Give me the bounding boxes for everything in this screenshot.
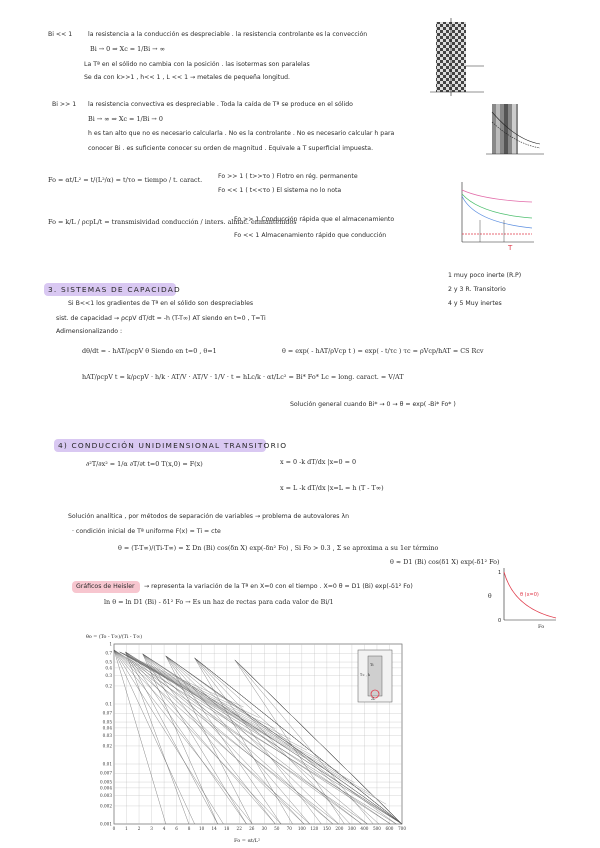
fo-physical-case2: Fo << 1 Almacenamiento rápido que conducción <box>234 232 387 239</box>
heisler-y-tick: 0.03 <box>102 732 112 738</box>
temperature-profile-figure <box>486 100 546 160</box>
mini-chart-curve-label: θ (x=0) <box>520 592 539 598</box>
fourier-formula: Fo = αt/L² = t/(L²/α) = t/τo = tiempo / t. caract. <box>48 176 203 184</box>
heisler-description: → representa la variación de la Tª en X=0 con el tiempo . X=0 θ = D1 (Bi) exp(-δ1² Fo) <box>144 583 413 590</box>
heisler-x-tick: 14 <box>211 826 217 831</box>
legend-item-1: 1 muy poco inerte (R.P) <box>448 272 522 279</box>
inset-label-tinf: T∞ , h <box>360 673 370 677</box>
bi-large-formula: Bi → ∞ ⇒ Xc = 1/Bi → 0 <box>88 115 163 123</box>
heisler-x-tick: 0 <box>112 826 116 831</box>
heisler-x-tick: 700 <box>398 826 406 831</box>
heisler-y-tick: 0.1 <box>105 701 112 707</box>
bi-large-label: Bi >> 1 <box>52 101 77 108</box>
bi-small-line2: La Tª en el sólido no cambia con la posición . las isotermas son paralelas <box>84 61 310 68</box>
heisler-x-tick: 300 <box>347 826 356 831</box>
heisler-chart-xlabel: Fo = αt/L² <box>234 838 260 844</box>
section3-line4: dθ/dt = - hAT/ρcpV θ Siendo en t=0 , θ=1 <box>82 347 217 355</box>
heisler-x-tick: 8 <box>187 826 191 831</box>
bi-small-line3: Se da con k>>1 , h<< 1 , L << 1 → metales de pequeña longitud. <box>84 74 291 81</box>
heisler-x-tick: 4 <box>162 826 166 831</box>
bi-small-line1: la resistencia a la conducción es despreciable . la resistencia controlante es la convección <box>88 31 368 38</box>
heisler-chart-title: θo = (To - T∞)/(Ti - T∞) <box>86 635 143 640</box>
heisler-chart <box>86 630 416 845</box>
section4-bc2: x = L -k dT/dx |x=L = h (T - T∞) <box>280 484 384 492</box>
heisler-ln-line: ln θ = ln D1 (Bi) - δ1² Fo → Es un haz de rectas para cada valor de Bi/1 <box>104 598 334 606</box>
heisler-x-tick: 150 <box>322 826 331 831</box>
heisler-x-tick: 120 <box>310 826 319 831</box>
section4-line1: Solución analítica , por métodos de separación de variables → problema de autovalores λn <box>68 513 350 520</box>
heisler-y-tick: 0.07 <box>102 710 112 716</box>
fo-physical-formula: Fo = k/L / ρcpL/t = transmisividad conducción / inters. almac. enmantenidos <box>48 218 297 226</box>
heisler-y-tick: 0.02 <box>102 743 112 749</box>
section4-series: θ = (T-T∞)/(Ti-T∞) = Σ Dn (Bi) cos(δn X) exp(-δn² Fo) , Si Fo > 0.3 , Σ se aproxima a su 1er término <box>118 544 439 552</box>
heisler-x-tick: 2 <box>137 826 141 831</box>
heisler-y-tick: 1 <box>109 641 112 647</box>
legend-item-2: 2 y 3 R. Transitorio <box>448 286 506 293</box>
bi-large-line3: conocer Bi . es suficiente conocer su orden de magnitud . Equivale a T superficial impuesta. <box>88 145 374 152</box>
section4-bc1: x = 0 -k dT/dx |x=0 = 0 <box>280 458 357 466</box>
section4-line2: · condición inicial de Tª uniforme F(x) = Ti = cte <box>72 528 221 535</box>
heisler-x-tick: 22 <box>236 826 242 831</box>
bi-small-label: Bi << 1 <box>48 31 73 38</box>
heisler-x-tick: 18 <box>224 826 230 831</box>
section3-line5: θ = exp( - hAT/ρVcp t ) = exp( - t/τc ) τc = ρVcp/hAT = CS Rcv <box>282 347 484 355</box>
heisler-y-tick: 0.005 <box>100 779 112 785</box>
mini-chart-xlabel: Fo <box>538 624 545 630</box>
heisler-x-tick: 600 <box>385 826 394 831</box>
section4-approx: θ ≈ D1 (Bi) cos(δ1 X) exp(-δ1² Fo) <box>390 558 500 566</box>
section3-line1: Si B<<1 los gradientes de Tª en el sólido son despreciables <box>68 300 254 307</box>
inset-label-ti: Ti <box>370 663 374 667</box>
heisler-x-tick: 26 <box>249 826 255 831</box>
section3-title: 3. SISTEMAS DE CAPACIDAD <box>48 285 181 294</box>
heisler-x-tick: 200 <box>335 826 344 831</box>
heisler-y-tick: 0.002 <box>100 803 112 809</box>
heisler-x-tick: 70 <box>286 826 292 831</box>
mini-chart-y-bottom: 0 <box>498 618 502 624</box>
heisler-x-tick: 10 <box>198 826 205 831</box>
heisler-inset <box>358 650 392 702</box>
heisler-x-tick: 6 <box>175 826 178 831</box>
mini-decay-chart <box>488 566 558 630</box>
heisler-x-tick: 500 <box>372 826 381 831</box>
heisler-y-tick: 0.3 <box>105 672 112 678</box>
heisler-y-tick: 0.004 <box>100 785 112 791</box>
heisler-x-tick: 30 <box>261 826 267 831</box>
heisler-y-tick: 0.7 <box>105 650 112 656</box>
checkerboard-figure-small <box>428 18 488 98</box>
legend-item-3: 4 y 5 Muy inertes <box>448 300 502 307</box>
heisler-y-tick: 0.003 <box>100 792 112 798</box>
mini-chart-y-top: 1 <box>498 570 502 576</box>
section3-line6: hAT/ρcpV t = k/ρcpV · h/k · AT/V · AT/V · 1/V · t = hLc/k · αt/Lc² = Bi* Fo* Lc = long. caract. = V/AT <box>82 373 404 381</box>
section3-line7: Solución general cuando Bi* → 0 → θ = exp( -Bi* Fo* ) <box>290 401 456 408</box>
mini-chart-ylabel: θ <box>488 593 492 600</box>
heisler-y-tick: 0.007 <box>100 770 112 776</box>
heisler-y-tick: 0.05 <box>102 719 112 725</box>
heisler-y-tick: 0.2 <box>105 683 112 689</box>
section3-line2: sist. de capacidad → ρcpV dT/dt = -h (T-T∞) AT siendo en t=0 , T=Ti <box>56 315 266 322</box>
heisler-y-tick: 0.001 <box>100 821 112 827</box>
section4-equation: ∂²T/∂x² = 1/α ∂T/∂t t=0 T(x,0) = F(x) <box>86 460 203 468</box>
transient-curves-figure <box>454 180 534 250</box>
heisler-label: Gráficos de Heisler <box>76 583 135 590</box>
heisler-y-tick: 0.01 <box>102 761 112 767</box>
heisler-y-tick: 0.04 <box>102 725 112 731</box>
heisler-x-tick: 50 <box>274 826 280 831</box>
heisler-x-tick: 100 <box>297 826 306 831</box>
heisler-x-tick: 400 <box>360 826 369 831</box>
bi-large-line1: la resistencia convectiva es despreciable . Toda la caída de Tª se produce en el sólido <box>88 101 353 108</box>
heisler-x-tick: 1 <box>125 826 128 831</box>
inset-label-2l: 2L <box>371 697 376 701</box>
section4-title: 4) CONDUCCIÓN UNIDIMENSIONAL TRANSITORIO <box>58 441 288 450</box>
section3-line3: Adimensionalizando : <box>56 328 123 335</box>
heisler-y-tick: 0.5 <box>105 659 112 665</box>
heisler-x-tick: 3 <box>150 826 153 831</box>
bi-small-formula: Bi → 0 ⇒ Xc = 1/Bi → ∞ <box>90 45 165 53</box>
fourier-case1: Fo >> 1 ( t>>τo ) Flotro en rég. permanente <box>218 173 358 180</box>
fo-physical-case1: Fo >> 1 Conducción rápida que el almacenamiento <box>234 216 395 223</box>
fourier-case2: Fo << 1 ( t<<τo ) El sistema no lo nota <box>218 187 342 194</box>
svg-text:T: T <box>508 244 513 252</box>
bi-large-line2: h es tan alto que no es necesario calcularla . No es la controlante . No es necesario calcular h para <box>88 130 395 137</box>
heisler-y-tick: 0.4 <box>105 665 112 671</box>
